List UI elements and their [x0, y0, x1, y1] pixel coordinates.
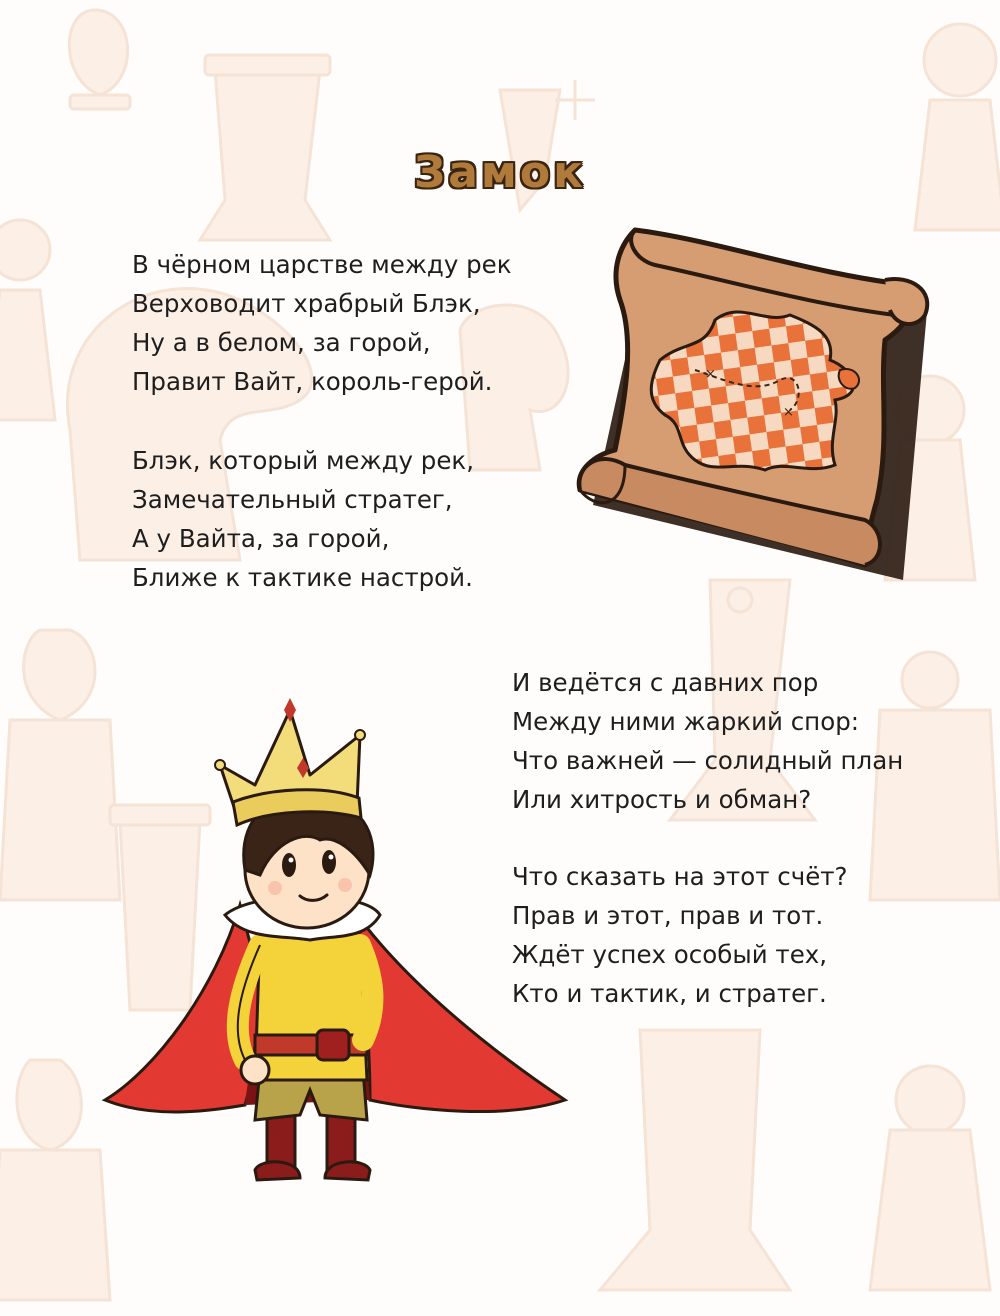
- pawn-piece-icon: [915, 24, 1000, 230]
- verse-line: Верховодит храбрый Блэк,: [132, 289, 481, 318]
- verse-line: Блэк, который между рек,: [132, 446, 475, 475]
- stanza-2: [132, 441, 474, 597]
- treasure-map-illustration: [565, 220, 945, 585]
- verse-line: Что сказать на этот счёт?: [512, 862, 848, 891]
- verse-line: Правит Вайт, король-герой.: [132, 367, 493, 396]
- verse-line: А у Вайта, за горой,: [132, 524, 390, 553]
- stanza-1: [132, 245, 512, 401]
- verse-line: Ждёт успех особый тех,: [512, 940, 828, 969]
- king-character-illustration: [95, 690, 585, 1210]
- pawn-piece-icon: [870, 1066, 990, 1290]
- bishop-piece-icon: [0, 1060, 110, 1300]
- pawn-piece-icon: [0, 220, 55, 420]
- verse-line: Прав и этот, прав и тот.: [512, 901, 824, 930]
- verse-line: Замечательный стратег,: [132, 485, 453, 514]
- page-title: Замок: [413, 147, 586, 199]
- verse-line: И ведётся с давних пор: [512, 668, 819, 697]
- verse-line: Ну а в белом, за горой,: [132, 328, 431, 357]
- bishop-piece-icon: [69, 10, 130, 109]
- verse-line: Что важней — солидный план: [512, 746, 904, 775]
- svg-text:×: ×: [783, 405, 794, 420]
- verse-line: Между ними жаркий спор:: [512, 707, 859, 736]
- crown-icon: [215, 698, 365, 825]
- svg-text:×: ×: [705, 367, 716, 382]
- verse-line: Ближе к тактике настрой.: [132, 563, 473, 592]
- rook-piece-icon: [600, 1030, 790, 1290]
- verse-line: Или хитрость и обман?: [512, 785, 812, 814]
- verse-line: Кто и тактик, и стратег.: [512, 979, 827, 1008]
- verse-line: В чёрном царстве между рек: [132, 250, 512, 279]
